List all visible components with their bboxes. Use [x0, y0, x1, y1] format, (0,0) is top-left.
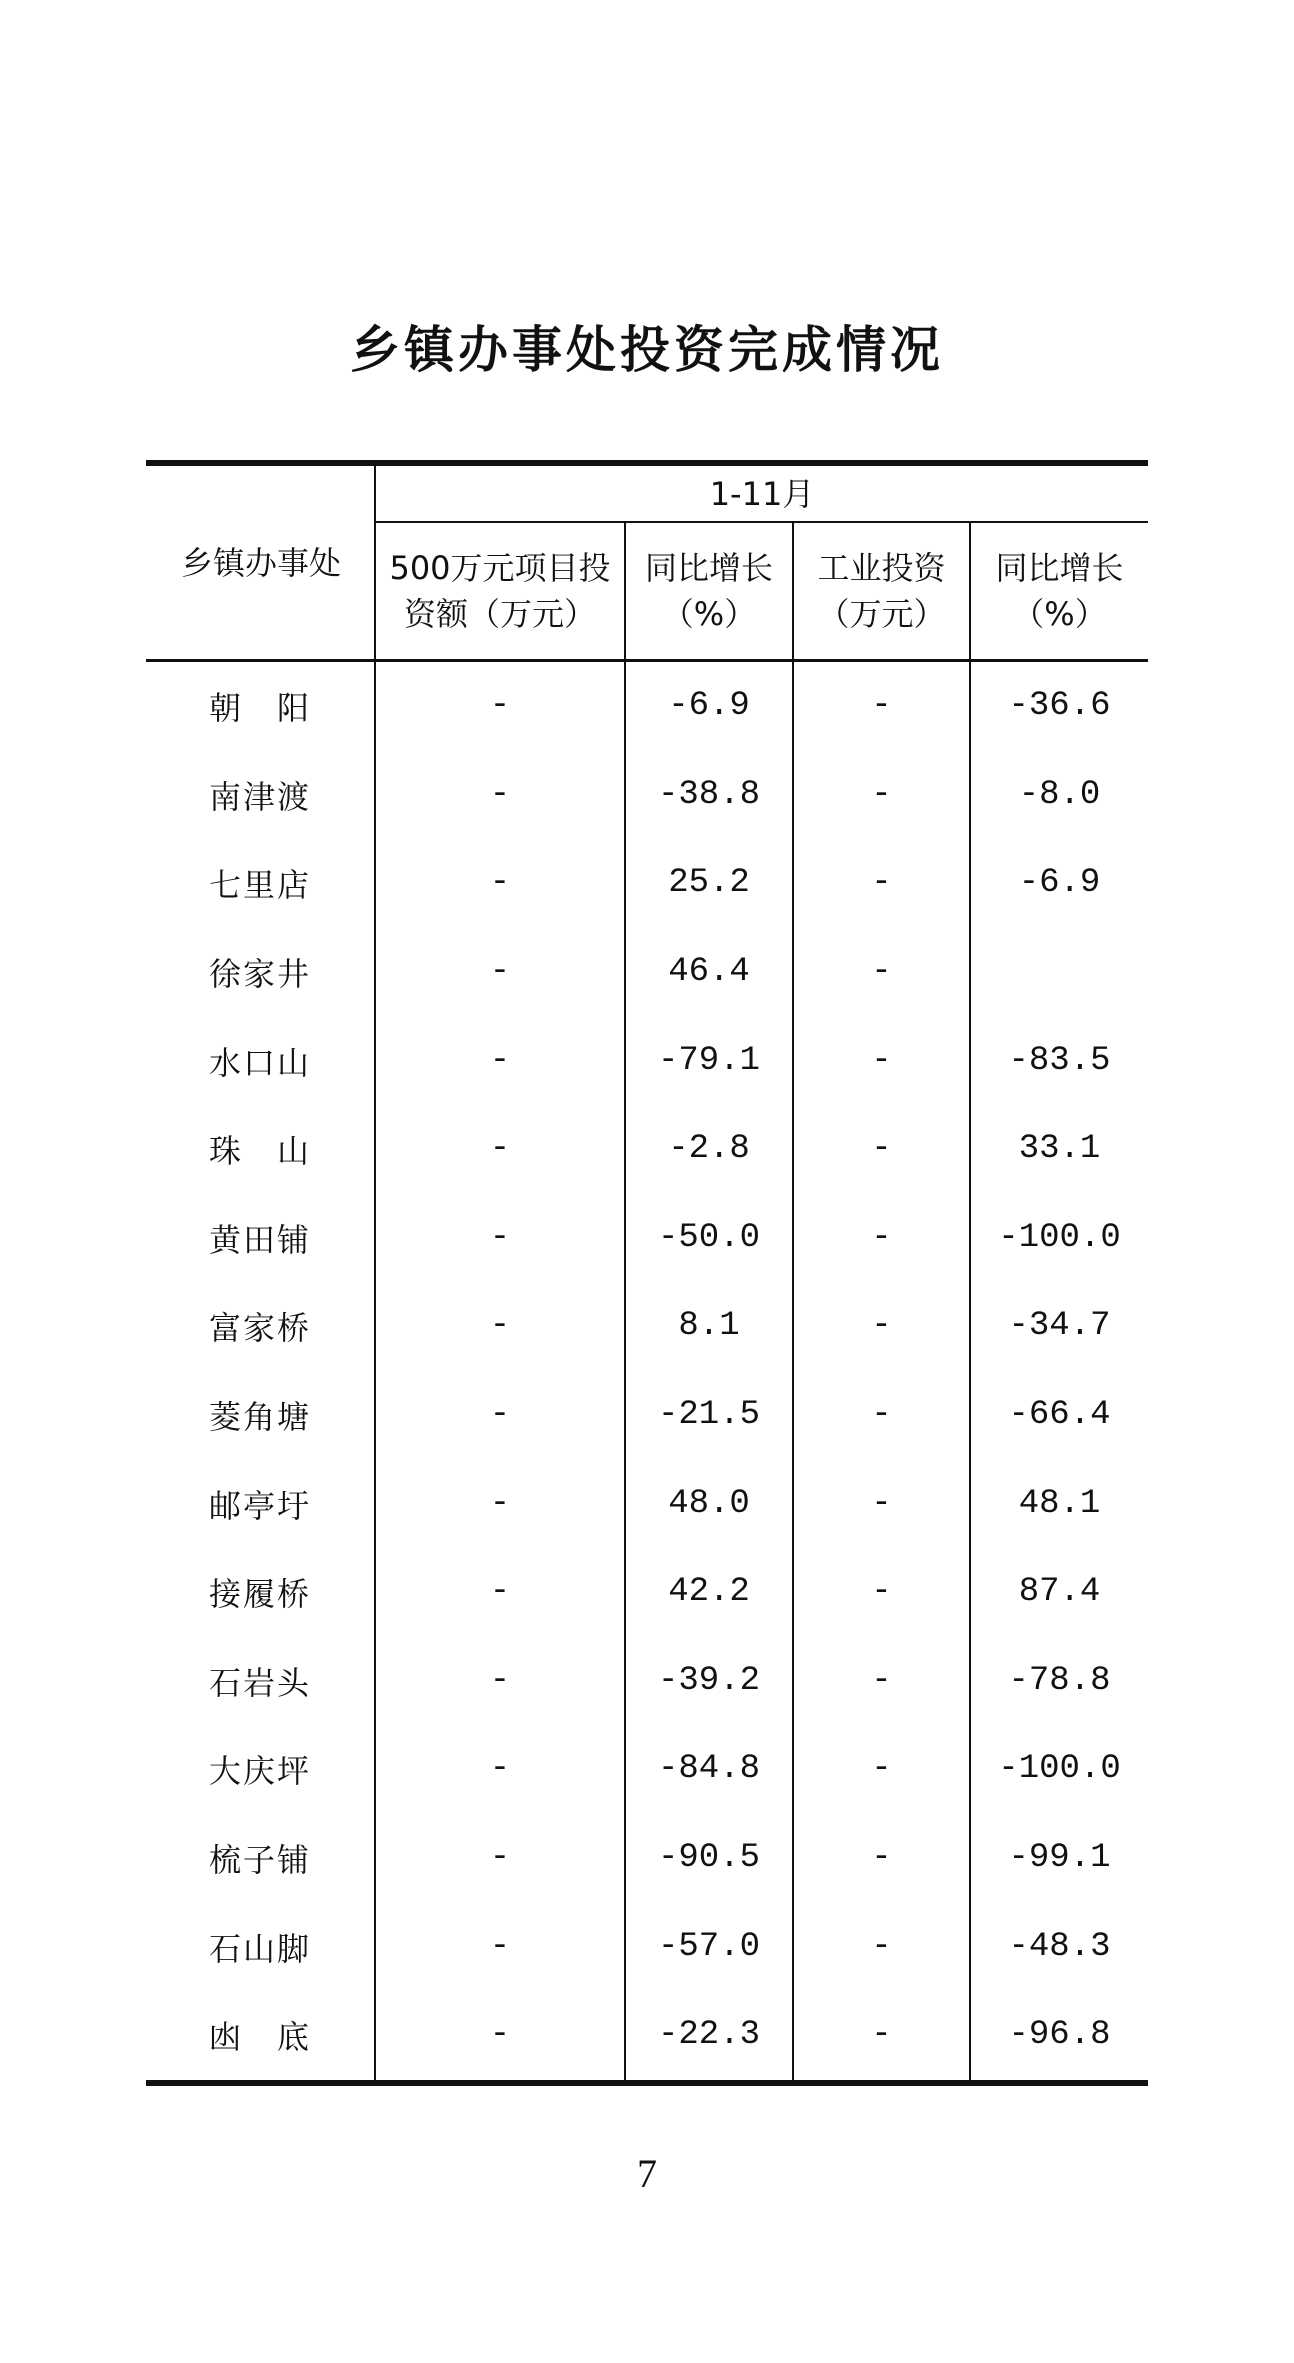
- industrial-investment-cell: -: [793, 751, 970, 840]
- project-yoy-cell: -84.8: [625, 1725, 793, 1814]
- town-cell: 石岩头: [208, 1663, 311, 1702]
- industrial-investment-cell: -: [793, 1637, 970, 1726]
- project-yoy-cell: -39.2: [625, 1637, 793, 1726]
- industrial-yoy-cell: -96.8: [970, 1991, 1148, 2083]
- project-investment-cell: -: [375, 751, 625, 840]
- town-cell: 朝 阳: [208, 689, 311, 728]
- column-header-project-investment: [375, 522, 625, 661]
- industrial-yoy-cell: 33.1: [970, 1105, 1148, 1194]
- industrial-yoy-cell: [970, 928, 1148, 1017]
- project-investment-cell: -: [375, 839, 625, 928]
- table-body: [146, 661, 1148, 2083]
- project-investment-cell: -: [375, 1282, 625, 1371]
- table-row: [146, 661, 1148, 751]
- project-investment-cell: -: [375, 1459, 625, 1548]
- industrial-investment-cell: -: [793, 1548, 970, 1637]
- industrial-yoy-cell: -100.0: [970, 1194, 1148, 1283]
- table-row: [146, 1548, 1148, 1637]
- table-row: [146, 1016, 1148, 1105]
- project-yoy-cell: 25.2: [625, 839, 793, 928]
- town-cell: 凼 底: [208, 2018, 311, 2057]
- investment-table: [146, 460, 1148, 2086]
- industrial-yoy-cell: -48.3: [970, 1902, 1148, 1991]
- town-cell: 七里店: [208, 866, 311, 905]
- project-investment-cell: -: [375, 928, 625, 1017]
- table-header: [146, 463, 1148, 661]
- project-investment-cell: -: [375, 661, 625, 751]
- project-yoy-cell: -90.5: [625, 1814, 793, 1903]
- industrial-yoy-cell: -6.9: [970, 839, 1148, 928]
- industrial-yoy-cell: -100.0: [970, 1725, 1148, 1814]
- project-investment-cell: -: [375, 1902, 625, 1991]
- table-row: [146, 928, 1148, 1017]
- column-header-line: 资额（万元）: [403, 595, 596, 633]
- project-yoy-cell: -57.0: [625, 1902, 793, 1991]
- column-header-line: 工业投资: [817, 549, 946, 587]
- project-yoy-cell: 42.2: [625, 1548, 793, 1637]
- project-investment-cell: -: [375, 1105, 625, 1194]
- industrial-yoy-cell: -99.1: [970, 1814, 1148, 1903]
- project-yoy-cell: 48.0: [625, 1459, 793, 1548]
- column-header-line: 同比增长: [995, 549, 1124, 587]
- project-yoy-cell: -22.3: [625, 1991, 793, 2083]
- town-cell: 珠 山: [208, 1132, 311, 1171]
- industrial-yoy-cell: -36.6: [970, 661, 1148, 751]
- project-investment-cell: -: [375, 1814, 625, 1903]
- industrial-investment-cell: -: [793, 1371, 970, 1460]
- town-cell: 南津渡: [208, 777, 311, 816]
- project-investment-cell: -: [375, 1548, 625, 1637]
- industrial-yoy-cell: 87.4: [970, 1548, 1148, 1637]
- industrial-investment-cell: -: [793, 1991, 970, 2083]
- town-cell: 徐家井: [208, 955, 311, 994]
- table-row: [146, 839, 1148, 928]
- column-header-line: （%）: [1012, 595, 1107, 633]
- project-yoy-cell: -38.8: [625, 751, 793, 840]
- table-row: [146, 1282, 1148, 1371]
- project-yoy-cell: 8.1: [625, 1282, 793, 1371]
- town-cell: 梳子铺: [208, 1841, 311, 1880]
- page-number: 7: [637, 2151, 657, 2196]
- table-row: [146, 1725, 1148, 1814]
- project-yoy-cell: 46.4: [625, 928, 793, 1017]
- column-header-line: 500万元项目投: [389, 549, 611, 587]
- project-yoy-cell: -79.1: [625, 1016, 793, 1105]
- period-header: 1-11月: [375, 463, 1148, 522]
- industrial-investment-cell: -: [793, 839, 970, 928]
- town-cell: 黄田铺: [208, 1220, 311, 1259]
- industrial-investment-cell: -: [793, 1105, 970, 1194]
- industrial-investment-cell: -: [793, 1814, 970, 1903]
- project-yoy-cell: -6.9: [625, 661, 793, 751]
- town-cell: 菱角塘: [208, 1398, 311, 1437]
- town-cell: 邮亭圩: [208, 1486, 311, 1525]
- column-header-industrial-yoy: [970, 522, 1148, 661]
- page-title: 乡镇办事处投资完成情况: [350, 321, 944, 379]
- industrial-investment-cell: -: [793, 1902, 970, 1991]
- table-row: [146, 1105, 1148, 1194]
- industrial-yoy-cell: -66.4: [970, 1371, 1148, 1460]
- industrial-investment-cell: -: [793, 928, 970, 1017]
- industrial-yoy-cell: -8.0: [970, 751, 1148, 840]
- column-header-line: （万元）: [817, 595, 946, 633]
- table-row: [146, 1194, 1148, 1283]
- project-yoy-cell: -50.0: [625, 1194, 793, 1283]
- column-header-industrial-investment: [793, 522, 970, 661]
- industrial-investment-cell: -: [793, 661, 970, 751]
- town-cell: 石山脚: [208, 1929, 311, 1968]
- column-header-line: 同比增长: [644, 549, 773, 587]
- project-investment-cell: -: [375, 1991, 625, 2083]
- table-row: [146, 1991, 1148, 2083]
- town-column-header: 乡镇办事处: [146, 463, 375, 661]
- industrial-investment-cell: -: [793, 1194, 970, 1283]
- table-row: [146, 751, 1148, 840]
- town-cell: 接履桥: [208, 1575, 311, 1614]
- column-header-project-yoy: [625, 522, 793, 661]
- town-cell: 富家桥: [208, 1309, 311, 1348]
- table-row: [146, 1814, 1148, 1903]
- project-investment-cell: -: [375, 1637, 625, 1726]
- industrial-yoy-cell: -34.7: [970, 1282, 1148, 1371]
- town-cell: 大庆坪: [208, 1752, 311, 1791]
- table-row: [146, 1902, 1148, 1991]
- project-investment-cell: -: [375, 1016, 625, 1105]
- industrial-investment-cell: -: [793, 1282, 970, 1371]
- project-investment-cell: -: [375, 1725, 625, 1814]
- table-row: [146, 1459, 1148, 1548]
- industrial-yoy-cell: 48.1: [970, 1459, 1148, 1548]
- industrial-investment-cell: -: [793, 1016, 970, 1105]
- project-yoy-cell: -21.5: [625, 1371, 793, 1460]
- project-investment-cell: -: [375, 1371, 625, 1460]
- project-yoy-cell: -2.8: [625, 1105, 793, 1194]
- town-cell: 水口山: [208, 1043, 311, 1082]
- industrial-yoy-cell: -83.5: [970, 1016, 1148, 1105]
- project-investment-cell: -: [375, 1194, 625, 1283]
- column-header-line: （%）: [661, 595, 757, 633]
- industrial-yoy-cell: -78.8: [970, 1637, 1148, 1726]
- table-row: [146, 1637, 1148, 1726]
- industrial-investment-cell: -: [793, 1459, 970, 1548]
- industrial-investment-cell: -: [793, 1725, 970, 1814]
- table-row: [146, 1371, 1148, 1460]
